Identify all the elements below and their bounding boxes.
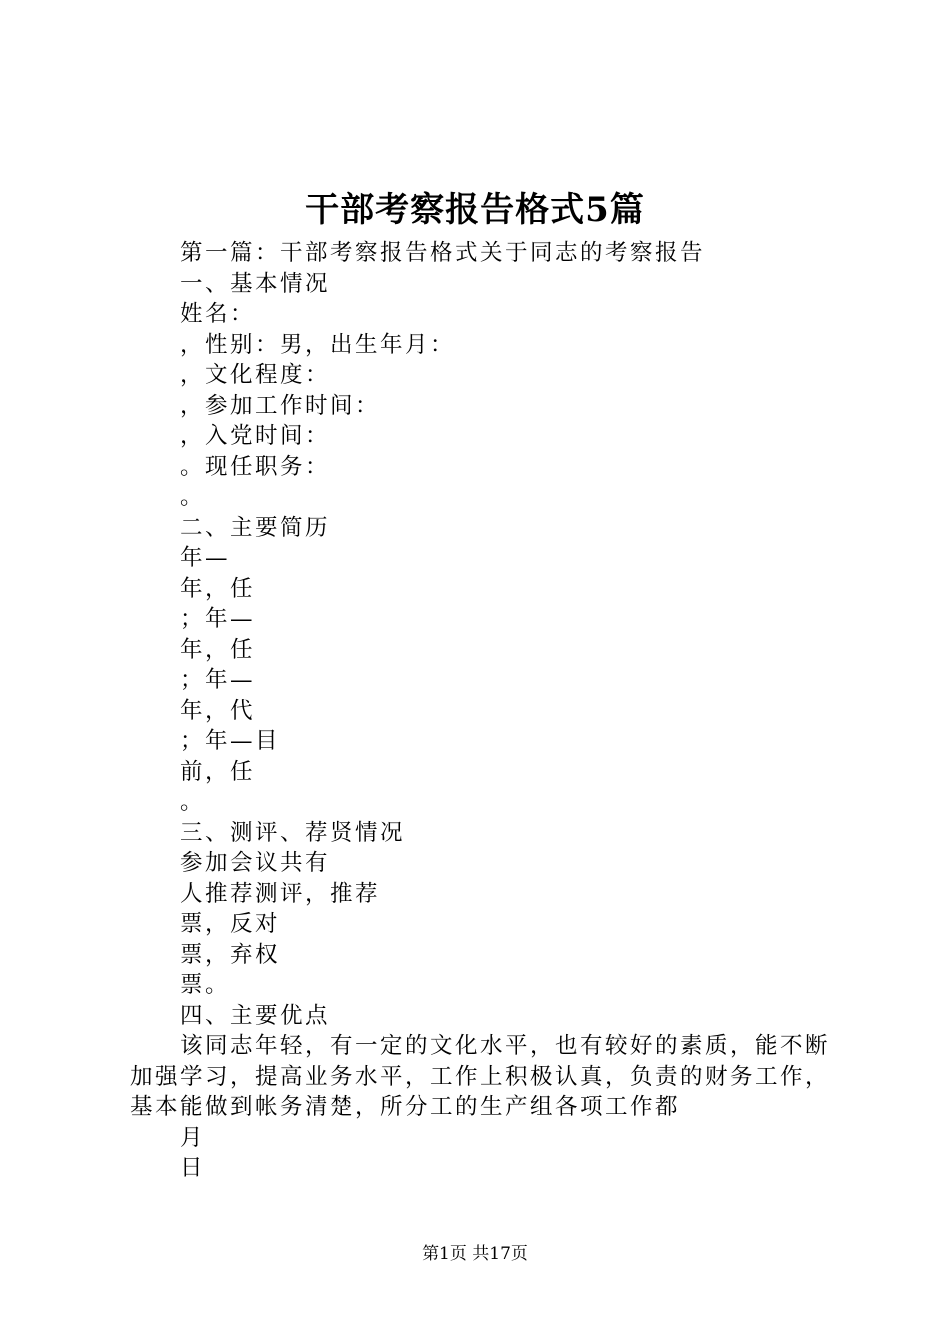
text-line: 。现任职务： — [180, 453, 331, 480]
text-line: ；年— — [180, 667, 256, 693]
text-line: 参加会议共有 — [180, 850, 331, 876]
text-line: ，文化程度： — [180, 362, 331, 388]
text-line: 姓名： — [180, 301, 256, 327]
text-line: ，入党时间： — [180, 423, 331, 449]
page-footer: 第1页 共17页 — [422, 1244, 528, 1264]
text-line: ；年—目 — [180, 728, 281, 754]
section-heading: 三、测评、荐贤情况 — [180, 819, 406, 846]
text-line: ，参加工作时间： — [180, 392, 381, 419]
section-heading: 一、基本情况 — [180, 270, 331, 297]
document-title: 干部考察报告格式5篇 — [305, 190, 645, 230]
document-body — [130, 238, 830, 1184]
text-line: 。 — [180, 484, 206, 510]
text-line: ；年— — [180, 606, 256, 632]
text-line: 年— — [180, 545, 231, 571]
text-line: ，性别：男，出生年月： — [180, 331, 456, 358]
text-line: 人推荐测评，推荐 — [180, 880, 381, 907]
text-line: 第一篇：干部考察报告格式关于同志的考察报告 — [180, 240, 706, 266]
text-line: 年，代 — [180, 697, 256, 724]
body-paragraph: 该同志年轻，有一定的文化水平，也有较好的素质，能不断加强学习，提高业务水平，工作上积极认真，负责的财务工作，基本能做到帐务清楚，所分工的生产组各项工作都 — [130, 1033, 831, 1120]
text-line: 票。 — [180, 972, 231, 998]
text-line: 日 — [180, 1155, 206, 1181]
text-line: 月 — [180, 1124, 206, 1151]
text-line: 年，任 — [180, 575, 256, 602]
section-heading: 二、主要简历 — [180, 514, 331, 541]
text-line: 前，任 — [180, 758, 256, 785]
text-line: 。 — [180, 789, 206, 815]
text-line: 票，反对 — [180, 911, 281, 937]
text-line: 票，弃权 — [180, 941, 281, 968]
section-heading: 四、主要优点 — [180, 1002, 331, 1029]
text-line: 年，任 — [180, 636, 256, 663]
